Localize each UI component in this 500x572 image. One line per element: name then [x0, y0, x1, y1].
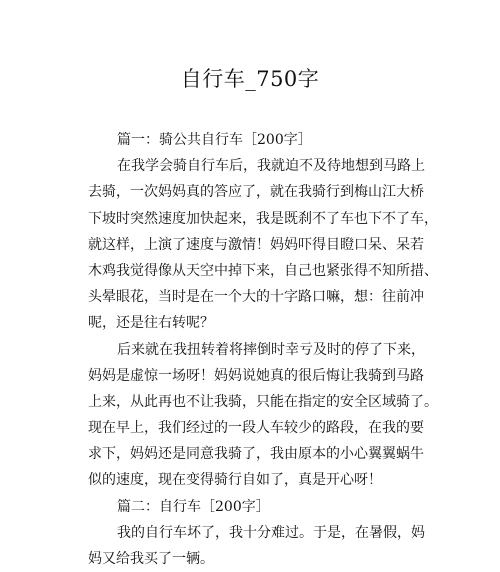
text-line: 呢，还是往右转呢？: [88, 315, 214, 332]
page-title: 自行车_750字: [180, 67, 320, 91]
text-line: 妈又给我买了一辆。: [88, 551, 214, 567]
text-line: 似的速度，现在变得骑行自如了，真是开心呀！: [88, 472, 382, 489]
text-line: 木鸡我觉得像从天空中掉下来，自己也紧张得不知所措、: [88, 262, 438, 279]
text-line: 下坡时突然速度加快起来，我是既刹不了车也下不了车，: [88, 210, 438, 227]
text-line: 上来，从此再也不让我骑，只能在指定的安全区域骑了。: [88, 393, 438, 410]
text-line: 我的自行车坏了，我十分难过。于是，在暑假，妈: [117, 524, 425, 541]
document-body: [88, 127, 438, 572]
text-line: 篇二：自行车［200字］: [117, 498, 270, 515]
text-line: 去骑，一次妈妈真的答应了，就在我骑行到梅山江大桥: [88, 184, 424, 201]
text-line: 后来就在我扭转着将摔倒时幸亏及时的停了下来，: [117, 341, 425, 358]
text-line: 在我学会骑自行车后，我就迫不及待地想到马路上: [117, 158, 425, 175]
text-line: 现在早上，我们经过的一段人车较少的路段，在我的要: [88, 420, 424, 437]
text-line: 就这样，上演了速度与激情！妈妈吓得目瞪口呆、呆若: [88, 236, 424, 253]
text-line: 篇一：骑公共自行车［200字］: [117, 132, 312, 148]
text-line: 头晕眼花，当时是在一个大的十字路口嘛，想：往前冲: [88, 289, 424, 306]
text-line: 求下，妈妈还是同意我骑了，我由原本的小心翼翼蜗牛: [88, 446, 424, 463]
text-line: 妈妈是虚惊一场呀！妈妈说她真的很后悔让我骑到马路: [88, 367, 424, 384]
